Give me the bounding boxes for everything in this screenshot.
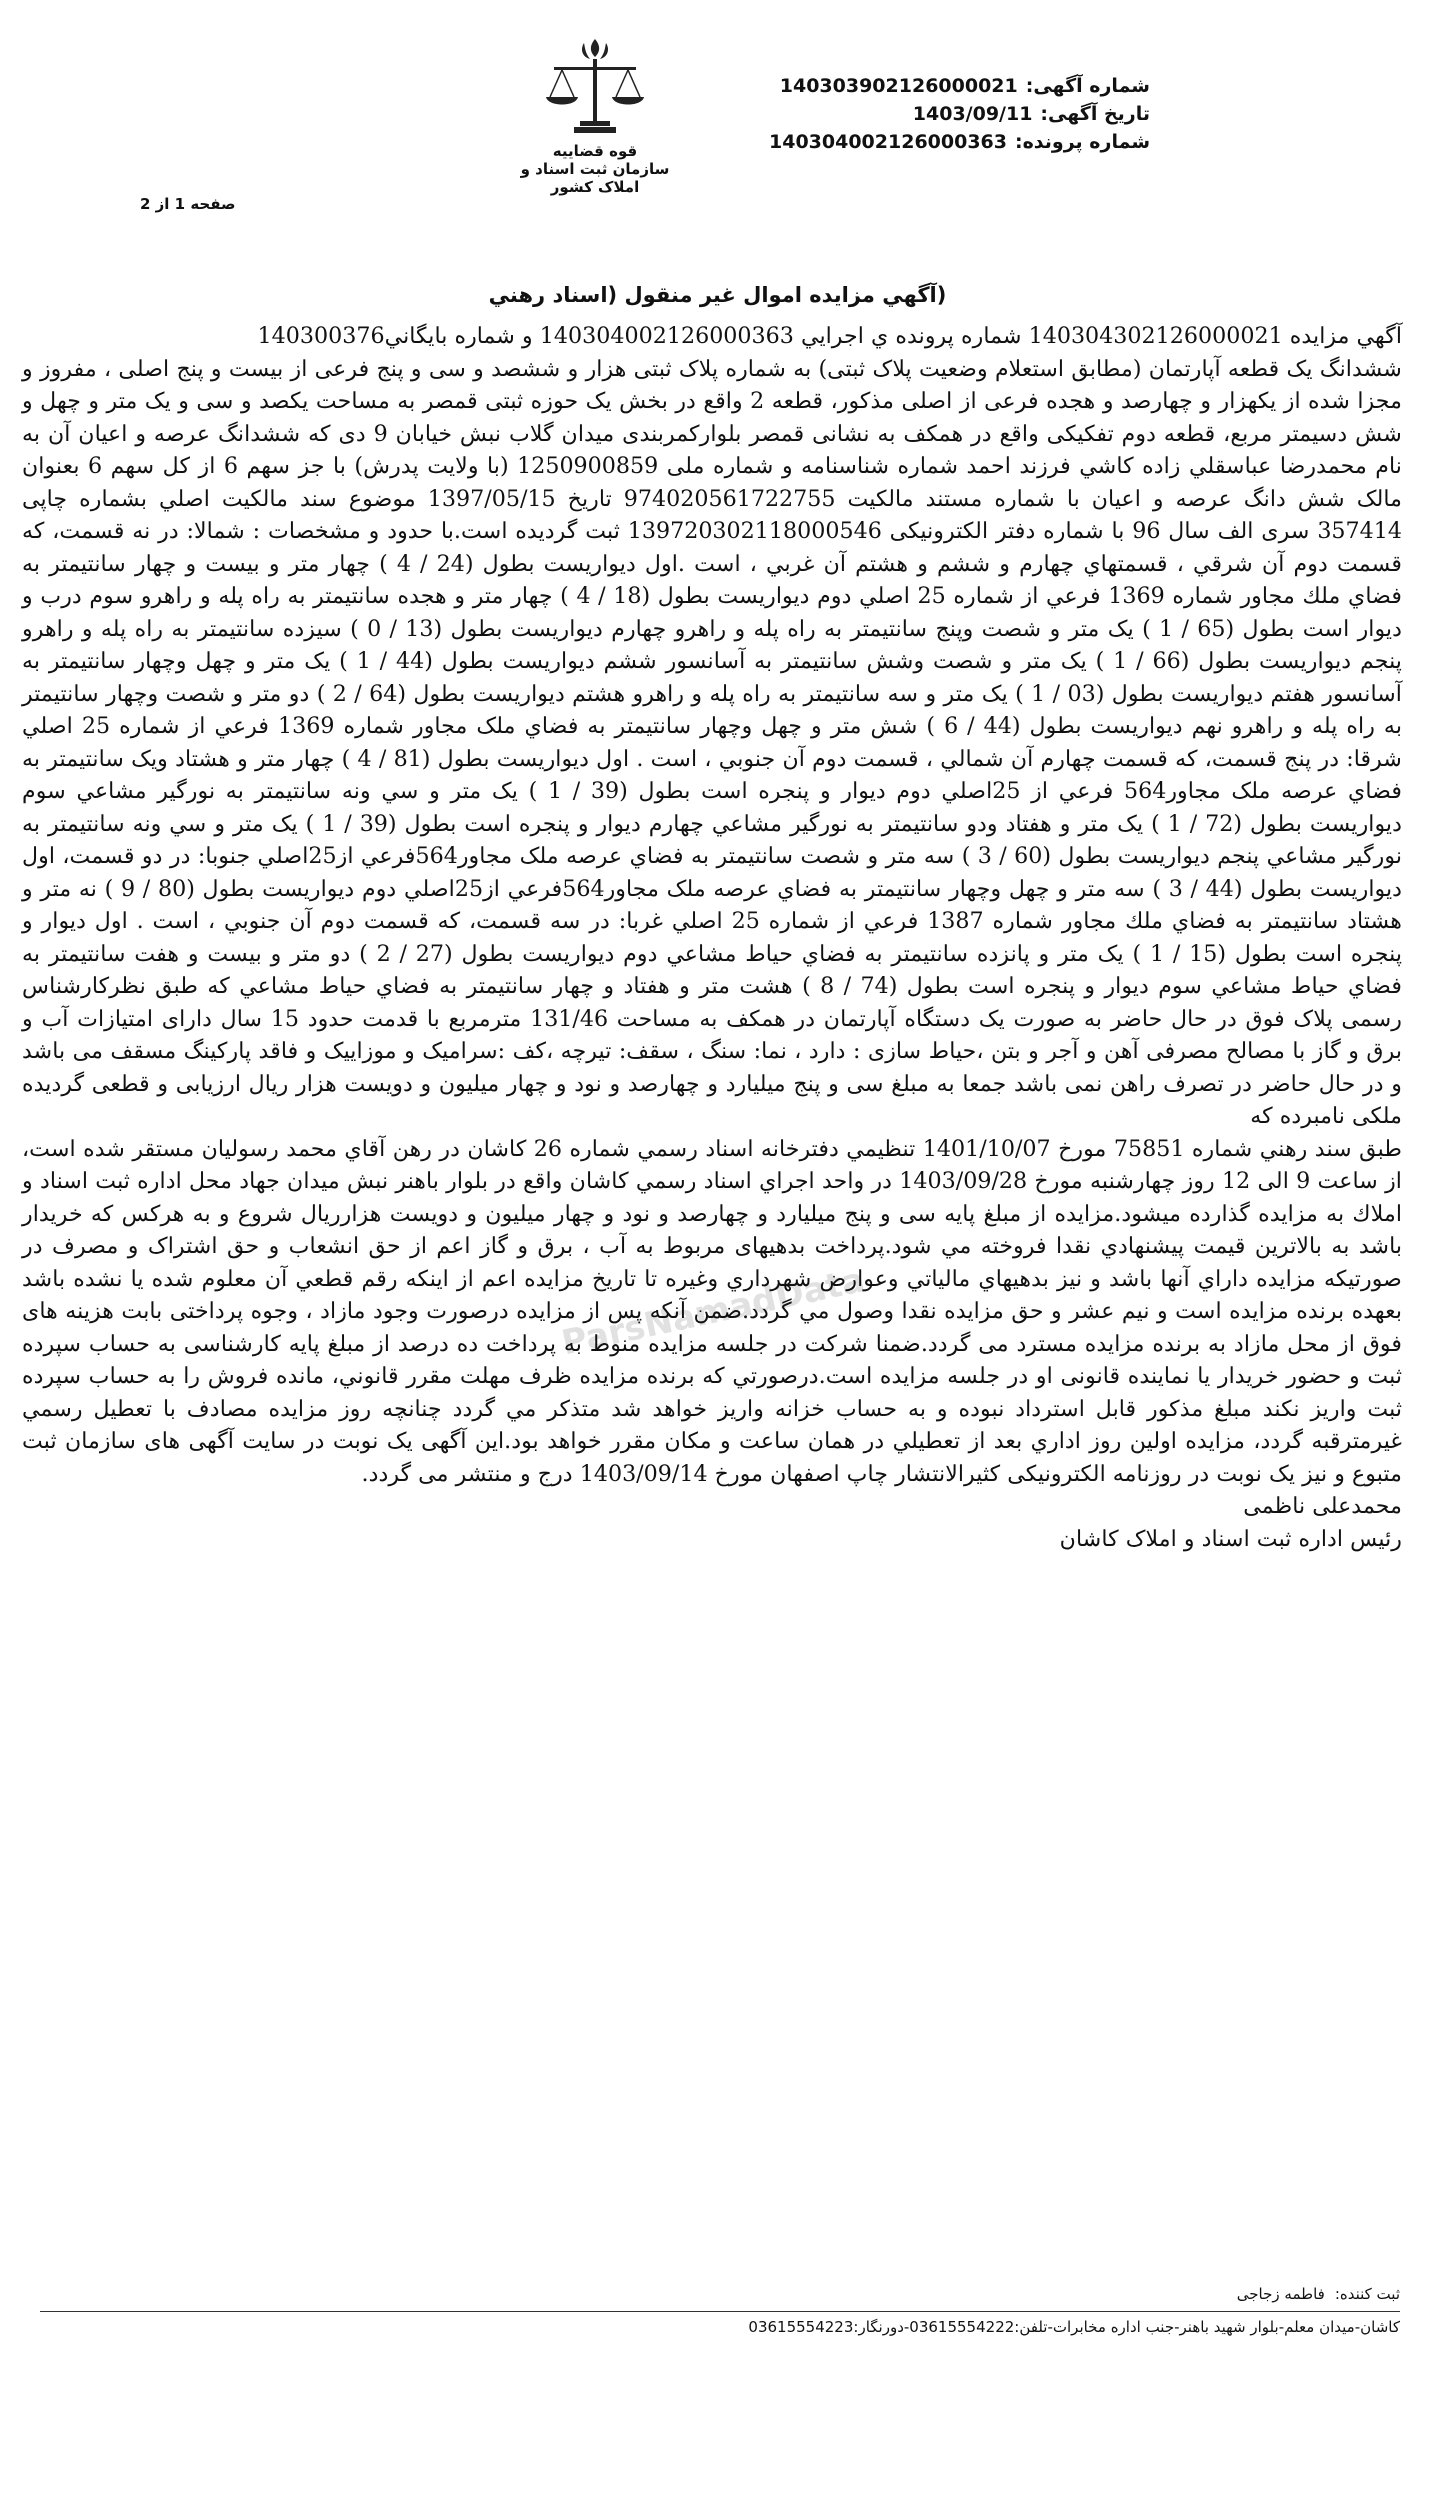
notice-number-row	[779, 72, 1150, 100]
registrar-row	[40, 2285, 1400, 2303]
notice-meta	[769, 72, 1150, 156]
signer-name: محمدعلی ناظمی	[1243, 1493, 1402, 1519]
watermark: ParsNamadData	[558, 1260, 869, 1364]
auction-terms-paragraph: طبق سند رهني شماره 75851 مورخ 1401/10/07 تنظيمي دفترخانه اسناد رسمي شماره 26 كاشان در رهن آقاي محمد رسوليان مستقر شده است، از ساعت 9 الی 12 روز چهارشنبه مورخ 1403/09/28 در واحد اجراي اسناد رسمي كاشان واقع در بلوار باهنر نبش ميدان جهاد محل اداره ثبت اسناد و املاك به مزايده گذارده ميشود.مزايده از مبلغ پایه سی و پنج میلیارد و چهارصد و نود و چهار میلیون و دویست هزارریال شروع و به هرکس که خريدار باشد به بالاترين قيمت پيشنهادي نقدا فروخته مي شود.پرداخت بدهیهای مربوط به آب ، برق و گاز اعم از حق انشعاب و حق اشتراک و مصرف در صورتيكه مزايده داراي آنها باشد و نيز بدهيهاي مالياتي وعوارض شهرداري وغيره تا تاريخ مزايده اعم از اينكه رقم قطعي آن معلوم شده يا نشده باشد بعهده برنده مزايده است و نيم عشر و حق مزايده نقدا وصول مي گردد.ضمن آنكه پس از مزايده درصورت وجود مازاد ، وجوه پرداختی بابت هزينه های فوق از محل مازاد به برنده مزايده مسترد می گردد.ضمنا شرکت در جلسه مزایده منوط به پرداخت ده درصد از مبلغ پایه کارشناسی به حساب سپرده ثبت و حضور خریدار یا نماینده قانونی او در جلسه مزایده است.درصورتي كه برنده مزايده ظرف مهلت مقرر قانوني، مانده فروش را به حساب سپرده ثبت واريز نكند مبلغ مذكور قابل استرداد نبوده و به حساب خزانه واريز خواهد شد متذكر مي گردد چنانچه روز مزايده مصادف با تعطيل رسمي غيرمترقبه گردد، مزايده اولين روز اداري بعد از تعطيلي در همان ساعت و مكان مقرر خواهد بود.این آگهی یک نوبت در سایت آگهی های سازمان ثبت متبوع و نیز یک نوبت در روزنامه الکترونیکی کثیرالانتشار چاپ اصفهان مورخ 1403/09/14 درج و منتشر می گردد.	[22, 1135, 1403, 1487]
footer-divider	[40, 2311, 1400, 2312]
notice-title: (آگهي مزايده اموال غير منقول (اسناد رهني	[488, 283, 947, 307]
file-number-row	[769, 128, 1150, 156]
registrar-name: فاطمه زجاجی	[1236, 2285, 1325, 2303]
notice-date-label: تاریخ آگهی:	[1040, 103, 1150, 125]
notice-date-row	[790, 100, 1150, 128]
file-number: 140304002126000363	[769, 131, 1007, 153]
file-number-label: شماره پرونده:	[1014, 131, 1150, 153]
logo-caption-judiciary: قوه قضاییه	[552, 142, 638, 160]
document-footer	[40, 2285, 1400, 2336]
page-indicator: صفحه 1 از 2	[140, 195, 236, 213]
notice-number-label: شماره آگهی:	[1025, 75, 1150, 97]
notice-date: 1403/09/11	[912, 103, 1033, 125]
auction-reference-paragraph: آگهي مزايده 140304302126000021 شماره پرونده ي اجرايي 140304002126000363 و شماره بايگاني140300376	[257, 323, 1402, 349]
office-address: كاشان-ميدان معلم-بلوار شهيد باهنر-جنب اداره مخابرات-تلفن:03615554222-دورنگار:03615554223	[748, 2318, 1400, 2336]
logo-caption-organization: سازمان ثبت اسناد و املاک کشور	[520, 160, 670, 196]
signer-title: رئیس اداره ثبت اسناد و املاک کاشان	[1059, 1525, 1402, 1552]
notice-number: 140303902126000021	[779, 75, 1018, 97]
property-description-paragraph: ششدانگ یک قطعه آپارتمان (مطابق استعلام وضعیت پلاک ثبتی) به شماره پلاک ثبتی هزار و ششصد و سی و پنج فرعی از بیست و پنج اصلی ، مفروز و مجزا شده از یکهزار و چهارصد و هجده فرعی از اصلی مذکور، قطعه 2 واقع در بخش یک حوزه ثبتی قمصر به مساحت یکصد و سی و یک متر و چهل و شش دسیمتر مربع، قطعه دوم تفکیکی واقع در همکف به نشانی قمصر بلوارکمربندی میدان گلاب نبش خیابان 9 دی که ششدانگ عرصه و اعیان آن به نام محمدرضا عباسقلي زاده كاشي فرزند احمد شماره شناسنامه و شماره ملی 1250900859 (با ولایت پدرش) با جز سهم 6 از کل سهم 6 بعنوان مالک شش دانگ عرصه و اعیان با شماره مستند مالکیت 974020561722755 تاریخ 1397/05/15 موضوع سند مالکیت اصلي بشماره چاپی 357414 سری الف سال 96 با شماره دفتر الکترونیکی 139720302118000546 ثبت گردیده است.با حدود و مشخصات : شمالا: در نه قسمت، كه قسمت دوم آن شرقي ، قسمتهاي چهارم و ششم و هشتم آن غربي ، است .اول ديواريست بطول (24 / 4 ) چهار متر و بيست و چهار سانتيمتر به فضاي ملك مجاور شماره 1369 فرعي از شماره 25 اصلي دوم ديواريست بطول (18 / 4 ) چهار متر و هجده سانتيمتر به راه پله و راهرو سوم درب و ديوار است بطول (65 / 1 ) يک متر و شصت وپنج سانتيمتر به راه پله و راهرو چهارم ديواريست بطول (13 / 0 ) سيزده سانتيمتر به راه پله و راهرو پنجم ديواريست بطول (66 / 1 ) يک متر و شصت وشش سانتيمتر به آسانسور ششم ديواريست بطول (44 / 1 ) يک متر و چهل وچهار سانتيمتر به آسانسور هفتم ديواريست بطول (03 / 1 ) يک متر و سه سانتيمتر به راه پله و راهرو هشتم ديواريست بطول (64 / 2 ) دو متر و شصت وچهار سانتيمتر به راه پله و راهرو نهم ديواريست بطول (44 / 6 ) شش متر و چهل وچهار سانتيمتر به فضاي ملک مجاور شماره 1369 فرعي از شماره 25 اصلي شرقا: در پنج قسمت، كه قسمت چهارم آن شمالي ، قسمت دوم آن جنوبي ، است . اول ديواريست بطول (81 / 4 ) چهار متر و هشتاد ويک سانتيمتر به فضاي عرصه ملک مجاور564 فرعي از 25اصلي دوم ديوار و پنجره است بطول (39 / 1 ) يک متر و سي ونه سانتيمتر به نورگير مشاعي سوم ديواريست بطول (72 / 1 ) يک متر و هفتاد ودو سانتيمتر به نورگير مشاعي چهارم ديوار و پنجره است بطول (39 / 1 ) يک متر و سي ونه سانتيمتر به نورگير مشاعي پنجم ديواريست بطول (60 / 3 ) سه متر و شصت سانتيمتر به فضاي عرصه ملک مجاور564فرعي از25اصلي جنوبا: در دو قسمت، اول ديواريست بطول (44 / 3 ) سه متر و چهل وچهار سانتيمتر به فضاي عرصه ملک مجاور564فرعي از25اصلي دوم ديواريست بطول (80 / 9 ) نه متر و هشتاد سانتيمتر به فضاي ملك مجاور شماره 1387 فرعي از شماره 25 اصلي غربا: در سه قسمت، كه قسمت دوم آن جنوبي ، است . اول ديوار و پنجره است بطول (15 / 1 ) يک متر و پانزده سانتيمتر به فضاي حياط مشاعي دوم ديواريست بطول (27 / 2 ) دو متر و بيست و هفت سانتيمتر به فضاي حياط مشاعي سوم ديوار و پنجره است بطول (74 / 8 ) هشت متر و هفتاد و چهار سانتیمتر به فضاي حياط مشاعي كه طبق نظرکارشناس رسمی پلاک فوق در حال حاضر به صورت یک دستگاه آپارتمان در همکف به مساحت 131/46 مترمربع با قدمت حدود 15 سال دارای امتیازات آب و برق و گاز با مصالح مصرفی آهن و آجر و بتن ،حیاط سازی : دارد ، نما: سنگ ، سقف: تیرچه ،کف :سرامیک و موزاییک و فاقد پارکینگ مسقف می باشد و در حال حاضر در تصرف راهن نمی باشد جمعا به مبلغ سی و پنج میلیارد و چهارصد و نود و چهار میلیون و دویست هزار ریال ارزیابی و قطعی گردیده ملکی نامبرده که	[22, 355, 1403, 1129]
scales-of-justice-icon	[540, 35, 650, 140]
notice-body	[22, 320, 1402, 1555]
registrar-label: ثبت کننده:	[1334, 2285, 1400, 2303]
judiciary-logo	[515, 35, 675, 196]
